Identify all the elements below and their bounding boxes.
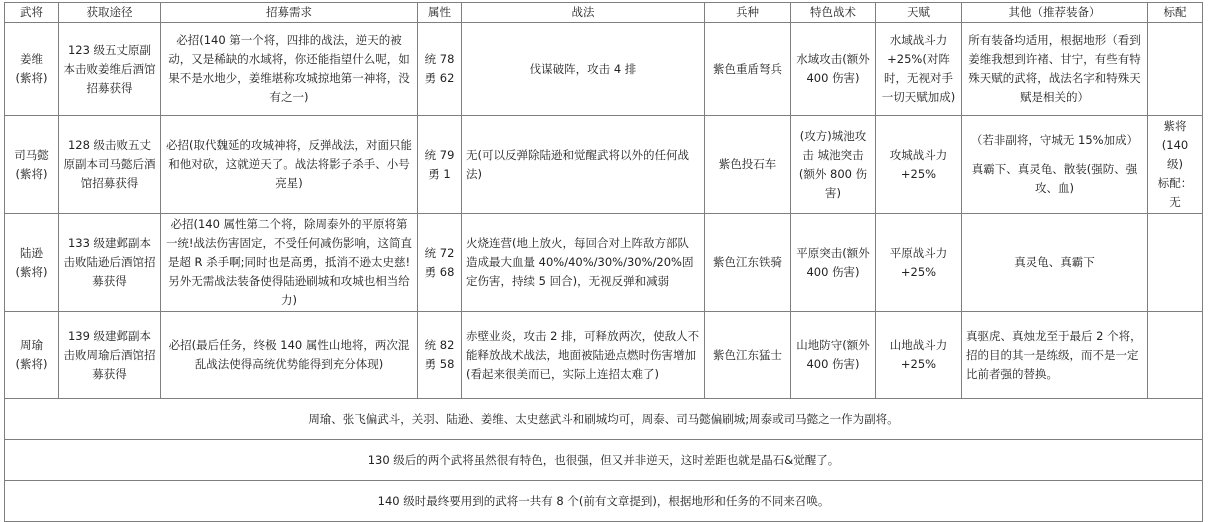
- hero-other: [962, 116, 1148, 214]
- hero-other: 真灵龟、真霸下: [962, 214, 1148, 312]
- hero-name: 司马懿: [14, 147, 49, 162]
- standard-level: (140 级): [1161, 138, 1189, 171]
- hero-other-equip: 真霸下、真灵龟、散装(强防、强攻、血): [971, 162, 1138, 195]
- hero-name: 姜维: [20, 52, 43, 66]
- hero-talent: 攻城战斗力+25%: [876, 116, 962, 214]
- standard-label: 标配：: [1157, 176, 1193, 190]
- hero-tactic: 赤壁业炎，攻击 2 排，可释放两次，使敌人不能释放战术战法，地面被陆逊点燃时伤害增加(看起来很美而已，实际上连招太难了): [462, 312, 705, 399]
- stat-brave: 勇 58: [424, 357, 455, 371]
- hero-tactic: 无(可以反弹除陆逊和觉醒武将以外的任何战法): [462, 116, 705, 214]
- note-row: [5, 440, 1203, 481]
- hero-stats: [418, 312, 462, 399]
- hero-troop: 紫色江东猛士: [705, 312, 791, 399]
- header-hero: 武将: [5, 3, 59, 23]
- header-special: 特色战术: [791, 3, 876, 23]
- header-recruit: 招募需求: [161, 3, 418, 23]
- hero-stats: [418, 116, 462, 214]
- standard-rank: 紫将: [1163, 119, 1187, 133]
- hero-troop: 紫色江东铁骑: [705, 214, 791, 312]
- standard-cell-empty: [1148, 214, 1203, 312]
- hero-recruit: 必招(取代魏延的攻城神将，反弹战法，对面只能和他对砍，这就逆天了。战法将影子杀手、小号亮星): [161, 116, 418, 214]
- hero-special: 山地防守(额外 400 伤害): [791, 312, 876, 399]
- hero-name-cell: [5, 23, 59, 116]
- standard-cell-empty: [1148, 23, 1203, 116]
- hero-special: 平原突击(额外 400 伤害): [791, 214, 876, 312]
- note-row: [5, 399, 1203, 440]
- hero-rank: (紫将): [15, 264, 48, 279]
- hero-rank: (紫将): [15, 166, 48, 181]
- header-row: [5, 3, 1203, 23]
- hero-table: [4, 2, 1203, 522]
- header-tactic: 战法: [462, 3, 705, 23]
- note-text: 周瑜、张飞偏武斗，关羽、陆逊、姜维、太史慈武斗和刷城均可，周泰、司马懿偏刷城;周泰或司马懿之一作为副将。: [5, 399, 1203, 440]
- hero-row-luxun: [5, 214, 1203, 312]
- hero-other: 所有装备均适用，根据地形（看到姜维我想到许褚、甘宁，有些有特殊天赋的武将，战法名字和特殊天赋是相关的）: [962, 23, 1148, 116]
- hero-troop: 紫色重盾弩兵: [705, 23, 791, 116]
- hero-row-zhouyu: [5, 312, 1203, 399]
- standard-cell-empty: [1148, 312, 1203, 399]
- hero-recruit: 必招(140 属性第二个将，除周泰外的平原将第一统!战法伤害固定，不受任何减伤影响，这简直是超 R 杀手啊;同时也是高勇，抵消不逊太史慈!另外无需战法装备使得陆逊刷城和攻城也相当给力): [161, 214, 418, 312]
- stat-lead: 统 79: [424, 147, 455, 162]
- hero-talent: 平原战斗力+25%: [876, 214, 962, 312]
- stat-brave: 勇 1: [428, 166, 451, 181]
- hero-source: 139 级建邺副本击败周瑜后酒馆招募获得: [59, 312, 161, 399]
- hero-talent: 山地战斗力+25%: [876, 312, 962, 399]
- note-row: [5, 481, 1203, 522]
- hero-source: 133 级建邺副本击败陆逊后酒馆招募获得: [59, 214, 161, 312]
- header-standard: 标配: [1148, 3, 1203, 23]
- hero-rank: (紫将): [15, 357, 48, 371]
- stat-brave: 勇 62: [424, 71, 455, 85]
- hero-row-simayi: [5, 116, 1203, 214]
- standard-cell: [1148, 116, 1203, 214]
- hero-source: 128 级击败五丈原副本司马懿后酒馆招募获得: [59, 116, 161, 214]
- hero-other: 真驱虎、真烛龙至于最后 2 个将，招的目的其一是练级，而不是一定比前者强的替换。: [962, 312, 1148, 399]
- hero-tactic: 伐谋破阵，攻击 4 排: [462, 23, 705, 116]
- hero-troop: 紫色投石车: [705, 116, 791, 214]
- header-talent: 天赋: [876, 3, 962, 23]
- header-other: 其他（推荐装备）: [962, 3, 1148, 23]
- hero-source: 123 级五丈原副本击败姜维后酒馆招募获得: [59, 23, 161, 116]
- hero-name-cell: [5, 116, 59, 214]
- hero-name-cell: [5, 312, 59, 399]
- stat-brave: 勇 68: [424, 264, 455, 279]
- hero-stats: [418, 23, 462, 116]
- hero-row-jiangwei: [5, 23, 1203, 116]
- note-text: 140 级时最终要用到的武将一共有 8 个(前有文章提到)，根据地形和任务的不同来召唤。: [5, 481, 1203, 522]
- header-troop: 兵种: [705, 3, 791, 23]
- hero-tactic: 火烧连营(地上放火，每回合对上阵敌方部队造成最大血量 40%/40%/30%/30%/20%固定伤害，持续 5 回合)，无视反弹和减弱: [462, 214, 705, 312]
- hero-other-note: （若非副将，守城无 15%加成）: [970, 133, 1139, 147]
- stat-lead: 统 78: [424, 52, 455, 66]
- hero-special: 水域攻击(额外 400 伤害): [791, 23, 876, 116]
- hero-stats: [418, 214, 462, 312]
- hero-talent: 水域战斗力+25%(对阵时，无视对手一切天赋加成): [876, 23, 962, 116]
- hero-special: (攻方)城池攻击 城池突击(额外 800 伤害): [791, 116, 876, 214]
- stat-lead: 统 72: [424, 245, 455, 260]
- hero-name-cell: [5, 214, 59, 312]
- hero-rank: (紫将): [15, 71, 48, 85]
- hero-name: 陆逊: [20, 245, 43, 260]
- hero-recruit: 必招(最后任务，终极 140 属性山地将，两次混乱战法使得高统优势能得到充分体现): [161, 312, 418, 399]
- stat-lead: 统 82: [424, 338, 455, 352]
- header-source: 获取途径: [59, 3, 161, 23]
- hero-recruit: 必招(140 第一个将，四排的战法，逆天的被动，又是稀缺的水域将，你还能指望什么呢，如果不是水地少，姜维堪称攻城掠地第一神将，没有之一): [161, 23, 418, 116]
- hero-name: 周瑜: [20, 338, 43, 352]
- standard-value: 无: [1169, 195, 1181, 209]
- note-text: 130 级后的两个武将虽然很有特色，也很强，但又并非逆天，这时差距也就是晶石&觉醒了。: [5, 440, 1203, 481]
- header-stats: 属性: [418, 3, 462, 23]
